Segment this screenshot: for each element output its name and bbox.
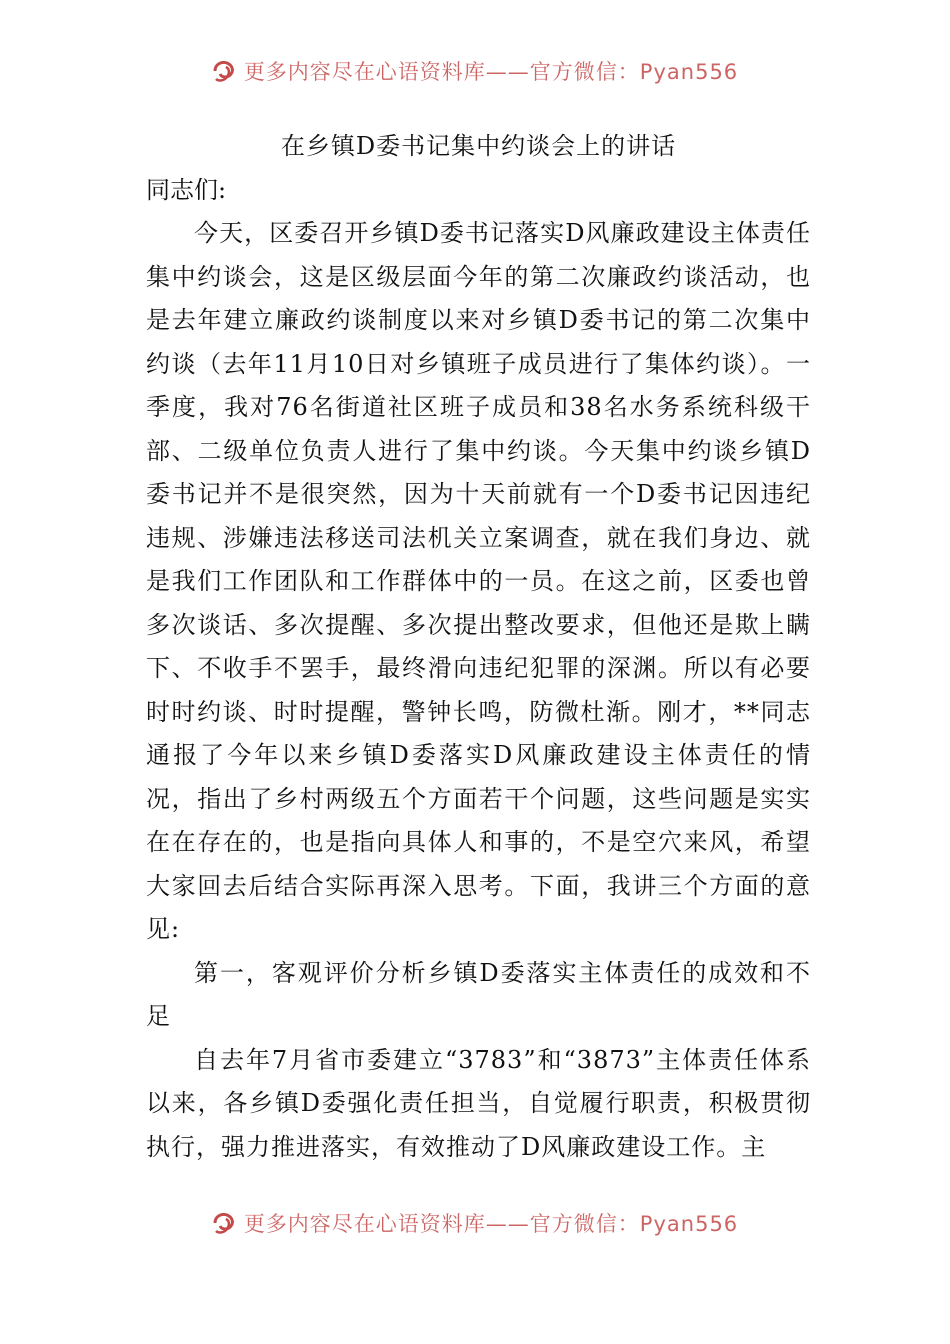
paragraph-intro: 今天，区委召开乡镇D委书记落实D风廉政建设主体责任集中约谈会，这是区级层面今年的第二次廉政约谈活动，也是去年建立廉政约谈制度以来对乡镇D委书记的第二次集中约谈（去年11月10日对乡镇班子成员进行了集体约谈）。一季度，我对76名街道社区班子成员和38名水务系统科级干部、二级单位负责人进行了集中约谈。今天集中约谈乡镇D委书记并不是很突然，因为十天前就有一个D委书记因违纪违规、涉嫌违法移送司法机关立案调查，就在我们身边、就是我们工作团队和工作群体中的一员。在这之前，区委也曾多次谈话、多次提醒、多次提出整改要求，但他还是欺上瞒下、不收手不罢手，最终滑向违纪犯罪的深渊。所以有必要时时约谈、时时提醒，警钟长鸣，防微杜渐。刚才，**同志通报了今年以来乡镇D委落实D风廉政建设主体责任的情况，指出了乡村两级五个方面若干个问题，这些问题是实实在在存在的，也是指向具体人和事的，不是空穴来风，希望大家回去后结合实际再深入思考。下面，我讲三个方面的意见: [146, 219, 811, 943]
watermark-logo-icon [212, 59, 238, 83]
watermark-text: 更多内容尽在心语资料库——官方微信：Pyan556 [243, 1212, 739, 1236]
document-title: 在乡镇D委书记集中约谈会上的讲话 [280, 132, 677, 160]
section-heading-first: 第一，客观评价分析乡镇D委落实主体责任的成效和不足 [146, 958, 811, 1030]
watermark-text: 更多内容尽在心语资料库——官方微信：Pyan556 [243, 60, 739, 84]
salutation: 同志们: [146, 176, 227, 204]
paragraph-first-section: 自去年7月省市委建立“3783”和“3873”主体责任体系以来，各乡镇D委强化责任担当，自觉履行职责，积极贯彻执行，强力推进落实，有效推动了D风廉政建设工作。主 [146, 1045, 811, 1161]
watermark-logo-icon [212, 1211, 238, 1235]
document-body [146, 124, 811, 1169]
watermark-footer [0, 1208, 950, 1238]
watermark-header [0, 56, 950, 86]
